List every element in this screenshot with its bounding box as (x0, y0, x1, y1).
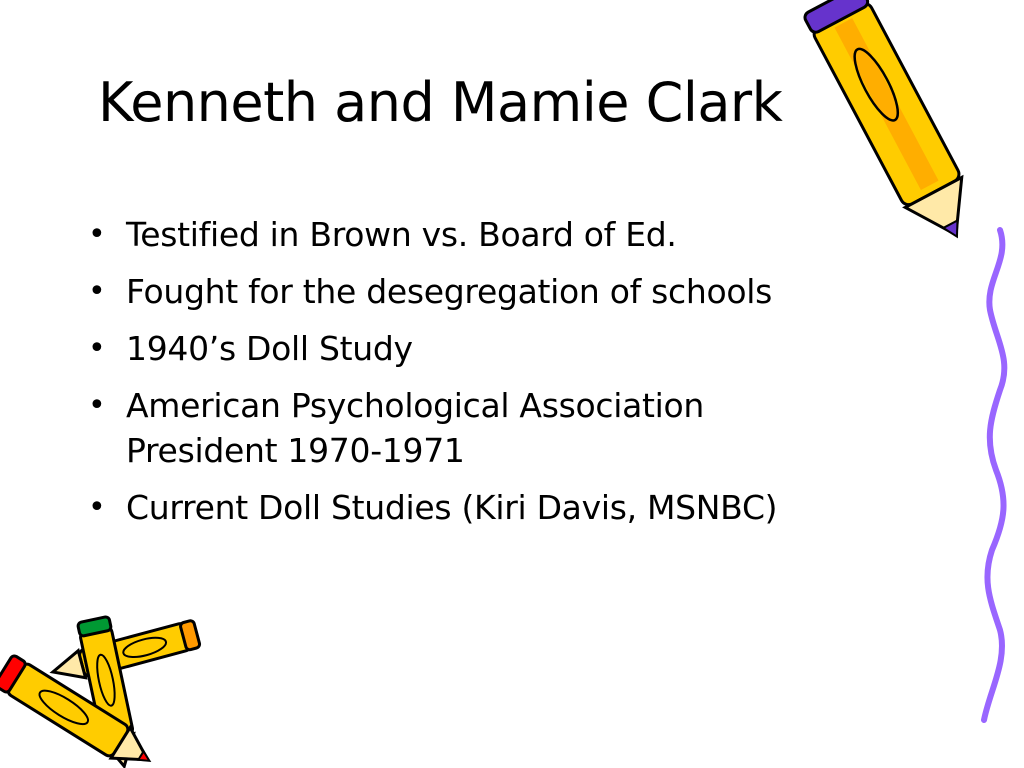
bullet-text: Current Doll Studies (Kiri Davis, MSNBC) (126, 488, 778, 527)
bullet-marker: • (88, 274, 106, 309)
bullet-marker: • (88, 388, 106, 423)
bullet-marker: • (88, 331, 106, 366)
bullet-text: Fought for the desegregation of schools (126, 272, 773, 311)
bullet-text: American Psychological Association President 1970-1971 (126, 386, 705, 470)
bullet-text: Testified in Brown vs. Board of Ed. (126, 215, 677, 254)
bullet-marker: • (88, 490, 106, 525)
bullet-text: 1940’s Doll Study (126, 329, 413, 368)
bullet-marker: • (88, 217, 106, 252)
slide-title: Kenneth and Mamie Clark (98, 71, 783, 134)
